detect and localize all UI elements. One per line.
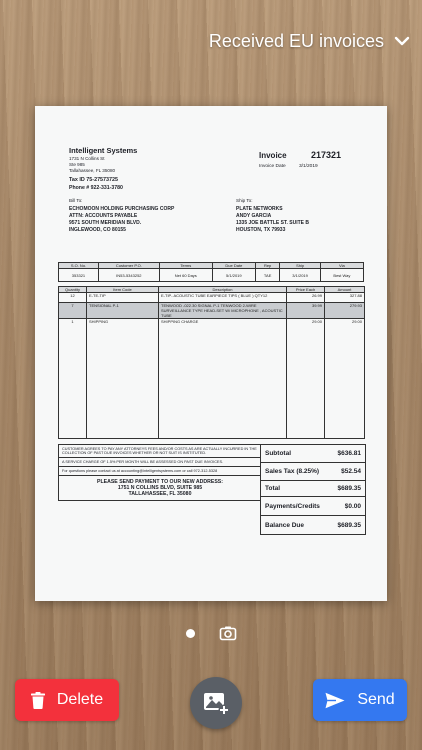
- items-header-cell: Description: [159, 287, 287, 293]
- payment-address-line: TALLAHASSEE, FL 35080: [128, 491, 192, 497]
- payment-address-line: 1751 N COLLINS BLVD, SUITE 985: [117, 485, 203, 491]
- item-qty: 12: [59, 293, 87, 303]
- order-header-cell: S.O. No.: [59, 263, 99, 269]
- item-code: SHIPPING: [87, 319, 159, 439]
- page-indicator: [0, 624, 422, 642]
- item-amount: 279.93: [325, 303, 365, 319]
- document-set-title: Received EU invoices: [208, 30, 384, 51]
- order-value-cell: 5/1/2019: [212, 269, 255, 282]
- order-header-cell: Via: [320, 263, 363, 269]
- ship-to-line: ANDY GARCIA: [236, 213, 272, 219]
- order-header-cell: Customer P.O.: [98, 263, 159, 269]
- delete-button[interactable]: [15, 679, 119, 721]
- totals-value: $689.35: [337, 521, 361, 529]
- item-amount: 29.00: [325, 319, 365, 439]
- item-amount: 327.88: [325, 293, 365, 303]
- line-items-table: [58, 286, 365, 439]
- item-code: TENSIONAL P-1: [87, 303, 159, 319]
- totals-row: [261, 516, 365, 534]
- items-header-cell: Quantity: [59, 287, 87, 293]
- item-price: 26.99: [287, 293, 325, 303]
- item-desc: TENWOOD -022.30 SIGNAL P-1 TENWOOD 2-WIRE SURVEILLANCE TYPE HEAD-SET W/ MICROPHONE , ACOUSTIC TUBE: [159, 303, 287, 319]
- totals-box: [260, 444, 366, 535]
- totals-label: Subtotal: [265, 450, 291, 457]
- ship-to-line: HOUSTON, TX 79933: [236, 227, 286, 233]
- bill-to-label: Bill To:: [69, 198, 83, 203]
- totals-value: $52.54: [341, 468, 361, 475]
- item-price: 39.99: [287, 303, 325, 319]
- order-value-cell: 353321: [59, 269, 99, 282]
- totals-label: Sales Tax (8.25%): [265, 468, 320, 475]
- table-row: [59, 319, 365, 439]
- invoice-note: A SERVICE CHARGE OF 1.5% PER MONTH WILL BE ASSESSED ON PAST DUE INVOICES.: [59, 458, 261, 467]
- order-value-cell: TAE: [255, 269, 280, 282]
- order-header-cell: Ship: [280, 263, 320, 269]
- bill-to-line: INGLEWOOD, CO 80155: [69, 227, 126, 233]
- order-value-cell: IN53-5343252: [98, 269, 159, 282]
- order-value-cell: Best Way: [320, 269, 363, 282]
- item-qty: 7: [59, 303, 87, 319]
- company-name: Intelligent Systems: [69, 146, 138, 155]
- invoice-date: 3/1/2019: [299, 164, 318, 169]
- totals-label: Total: [265, 485, 281, 492]
- totals-value: $0.00: [344, 502, 361, 510]
- items-header-cell: Price Each: [287, 287, 325, 293]
- item-code: E-TE-TIP: [87, 293, 159, 303]
- order-info-table: [58, 262, 364, 282]
- order-value-cell: Net 60 Days: [159, 269, 212, 282]
- order-header-cell: Rep: [255, 263, 280, 269]
- item-desc: SHIPPING CHARGE: [159, 319, 287, 439]
- ship-to-line: PLATE NETWORKS: [236, 206, 283, 212]
- items-header-cell: Item Code: [87, 287, 159, 293]
- bill-to-line: 9571 SOUTH MERIDIAN BLVD.: [69, 220, 142, 226]
- add-image-button[interactable]: [190, 677, 242, 729]
- items-header-cell: Amount: [325, 287, 365, 293]
- trash-icon: [31, 692, 45, 709]
- bill-to-line: ATTN: ACCOUNTS PAYABLE: [69, 213, 138, 219]
- invoice-number: 217321: [311, 150, 342, 160]
- company-address-line: Tallahassee, FL 35080: [69, 168, 116, 173]
- order-value-cell: 3/1/2019: [280, 269, 320, 282]
- order-header-cell: Terms: [159, 263, 212, 269]
- company-address-line: Ste 985: [69, 162, 85, 167]
- payment-address-line: PLEASE SEND PAYMENT TO OUR NEW ADDRESS:: [97, 479, 223, 485]
- camera-icon[interactable]: [219, 624, 237, 642]
- send-button[interactable]: [313, 679, 407, 721]
- item-desc: E-TIP- ACOUSTIC TUBE EARPIECE TIPS ( BLUE ) QTY12: [159, 293, 287, 303]
- invoice-notes: [58, 444, 261, 501]
- table-row: [59, 293, 365, 303]
- chevron-down-icon: [394, 33, 410, 49]
- totals-label: Payments/Credits: [265, 502, 320, 510]
- page-dot-active[interactable]: [186, 629, 195, 638]
- send-icon: [325, 692, 345, 709]
- totals-row: [261, 463, 365, 481]
- document-set-selector[interactable]: [209, 28, 410, 54]
- phone: Phone # 922-331-3780: [69, 185, 123, 191]
- totals-row: [261, 445, 365, 463]
- send-label: Send: [357, 691, 395, 708]
- bill-to-line: ECHOMOON HOLDING PURCHASING CORP: [69, 206, 175, 212]
- totals-row: [261, 497, 365, 516]
- delete-label: Delete: [56, 691, 104, 708]
- invoice-label: Invoice: [259, 151, 287, 160]
- totals-row: [261, 481, 365, 497]
- ship-to-line: 1335 JOE BATTLE ST. SUITE B: [236, 220, 309, 226]
- order-header-cell: Due Date: [212, 263, 255, 269]
- totals-value: $689.35: [337, 485, 361, 492]
- invoice-note: CUSTOMER AGREES TO PAY ANY ATTORNEYS FEES AND/OR COSTS AS ARE ACTUALLY INCURRED IN THE COLLECTION OF PAST DUE INVOICES WHETHER OR NOT SUIT IS INSTITUTED.: [59, 445, 261, 458]
- add-image-icon: [202, 690, 230, 716]
- tax-id: Tax ID 75-27573725: [69, 177, 119, 183]
- ship-to-label: Ship To:: [236, 198, 253, 203]
- company-address-line: 1731 N Collins St: [69, 156, 105, 161]
- invoice-note: For questions please contact us at accounting@intelligentsystems.com or call 972-312-5328: [59, 467, 261, 476]
- table-row: [59, 303, 365, 319]
- invoice-date-label: Invoice Date: [259, 164, 286, 169]
- totals-value: $636.81: [337, 450, 361, 457]
- invoice-document: [35, 106, 387, 601]
- item-qty: 1: [59, 319, 87, 439]
- payment-address: [59, 476, 261, 500]
- item-price: 29.00: [287, 319, 325, 439]
- totals-label: Balance Due: [265, 521, 305, 529]
